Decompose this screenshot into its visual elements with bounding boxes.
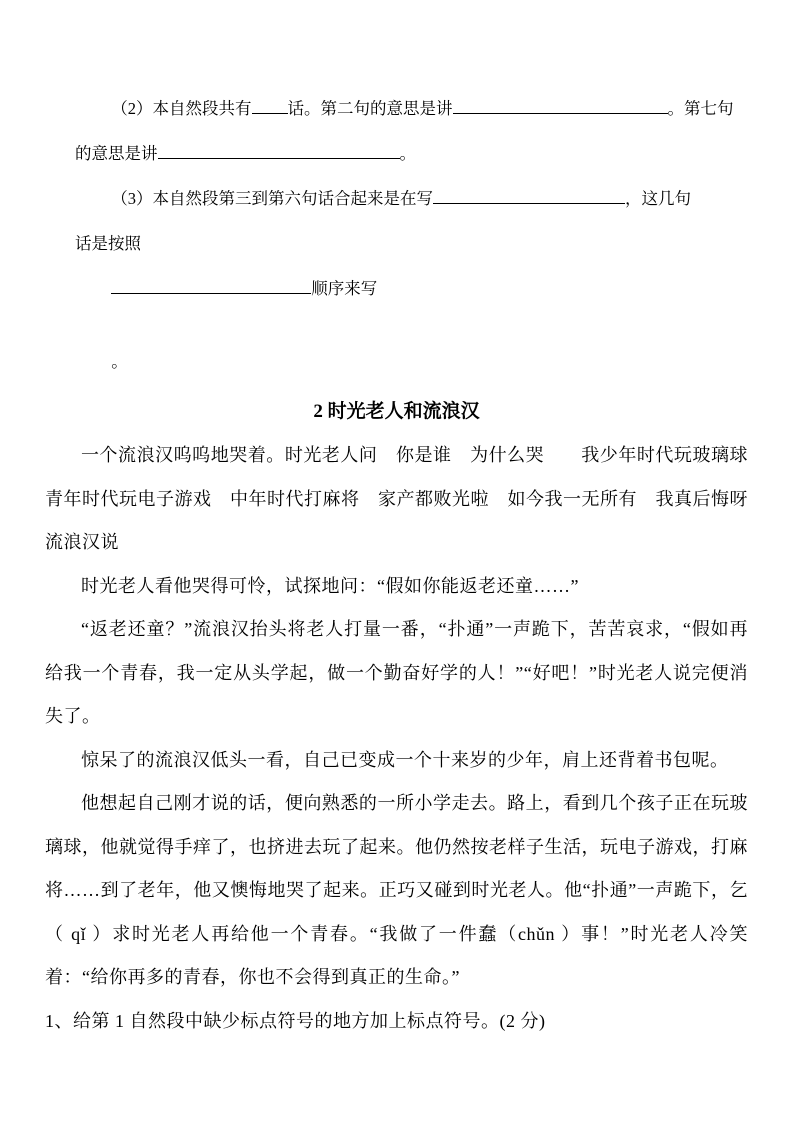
question-3-line-2 bbox=[75, 221, 720, 266]
question-2-text-3: 。第七句 bbox=[667, 99, 734, 118]
fill-blank-question-section bbox=[75, 86, 734, 384]
question-3-text-2: ，这几句 bbox=[625, 189, 692, 208]
question-3-line-3 bbox=[75, 266, 720, 311]
article-paragraph-2: 时光老人看他哭得可怜，试探地问：“假如你能返老还童……” bbox=[81, 575, 579, 596]
article-paragraph-5: 他想起自己刚才说的话，便向熟悉的一所小学走去。路上，看到几个孩子正在玩玻璃球，他就觉得手痒了，也挤进去玩了起来。他仍然按老样子生活，玩电子游戏，打麻将……到了老年，他又懊悔地哭了起来。正巧又碰到时光老人。他“扑通”一声跪下，乞（ qǐ ）求时光老人再给他一个青春。“我做了一件蠢（chǔn ）事！”时光老人冷笑着：“给你再多的青春，你也不会得到真正的生命。” bbox=[45, 793, 748, 987]
article-title: 2 时光老人和流浪汉 bbox=[313, 401, 480, 422]
question-2-text-2: 话。第二句的意思是讲 bbox=[287, 99, 453, 118]
question-2-text-4: 的意思是讲 bbox=[75, 144, 158, 163]
question-3-text-3: 话是按照 bbox=[75, 234, 141, 253]
question-3-text-4: 顺序来写 bbox=[311, 279, 378, 298]
question-3-line-1 bbox=[75, 176, 720, 221]
question-3-period: 。 bbox=[111, 352, 128, 371]
question-2-line-2 bbox=[75, 131, 720, 176]
blank-underline bbox=[111, 277, 311, 295]
blank-underline bbox=[453, 97, 668, 115]
question-3-text-1: （3）本自然段第三到第六句话合起来是在写 bbox=[111, 189, 434, 208]
blank-underline bbox=[158, 142, 400, 160]
question-2-line-1 bbox=[75, 86, 734, 131]
article-paragraph-1: 一个流浪汉呜呜地哭着。时光老人问 你是谁 为什么哭 我少年时代玩玻璃球 青年时代玩电子游戏 中年时代打麻将 家产都败光啦 如今我一无所有 我真后悔呀 流浪汉说 bbox=[45, 445, 767, 552]
question-3-period-line bbox=[75, 339, 720, 384]
question-2-text-1: （2）本自然段共有 bbox=[111, 99, 252, 118]
question-2-text-5: 。 bbox=[399, 144, 416, 163]
question-1: 1、给第 1 自然段中缺少标点符号的地方加上标点符号。(2 分) bbox=[45, 1010, 546, 1031]
blank-underline bbox=[433, 187, 625, 205]
article-paragraph-3: “返老还童？”流浪汉抬头将老人打量一番，“扑通”一声跪下，苦苦哀求，“假如再给我一个青春，我一定从头学起，做一个勤奋好学的人！”“好吧！”时光老人说完便消失了。 bbox=[45, 619, 748, 726]
blank-underline bbox=[252, 97, 288, 115]
article-paragraph-4: 惊呆了的流浪汉低头一看，自己已变成一个十来岁的少年，肩上还背着书包呢。 bbox=[81, 749, 729, 770]
